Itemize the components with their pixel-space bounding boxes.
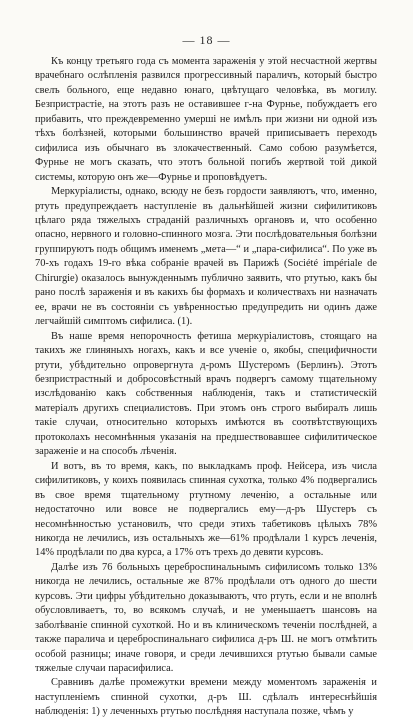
paragraph: И вотъ, въ то время, какъ, по выкладкамъ проф. Нейсера, изъ числа сифилитиковъ, у коихъ появилась спинная сухотка, только 4% подвергались въ свое время тщательному ртутному леченію, а остальные или недостаточно или вовсе не подвергались ему—д-ръ Шустеръ съ несомнѣнностью установилъ, что среди этихъ табетиковъ цѣлыхъ 78% никогда не лечились, изъ остальныхъ же—61% продѣлали 1 курсъ леченія, 14% продѣлали по два курса, а 17% отъ трехъ до девяти курсовъ. — [35, 460, 377, 559]
paragraph: Далѣе изъ 76 больныхъ цереброспинальнымъ сифилисомъ только 13% никогда не лечились, остальные же 87% продѣлали отъ одного до шести курсовъ. Эти цифры убѣдительно доказываютъ, что ртуть, если и не вполнѣ обусловливаетъ, то, во всякомъ случаѣ, и не уменьшаетъ шансовъ на заболѣваніе спинной сухоткой. Но и въ клиническомъ теченіи послѣдней, а также паралича и цереброспинальнаго сифилиса д-ръ Ш. не могъ отмѣтить особой разницы; иначе говоря, и среди лечившихся ртутью бывали самые тяжелые случаи парасифилиса. — [35, 561, 377, 675]
paragraph: Меркуріалисты, однако, всюду не безъ гордости заявляютъ, что, именно, ртуть предупреждаетъ наступленіе въ дальнѣйшей жизни сифилитиковъ цѣлаго ряда тяжелыхъ страданій различныхъ органовъ и, что особенно опасно, нервного и головно-спинного мозга. Эти послѣдовательныя болѣзни группируютъ подъ общимъ именемъ „мета—“ и „пара-сифилиса“. По уже въ 70-хъ годахъ 19-го вѣка собраніе врачей въ Парижѣ (Société impériale de Chirurgie) оказалось вынужденнымъ публично заявить, что ртутью, какъ бы рано послѣ зараженія и въ какихъ бы формахъ и количествахъ ни назначать ее, врачи не въ состояніи съ увѣренностью предупредить ни одинъ даже легчайшій симптомъ сифилиса. (1). — [35, 186, 377, 328]
page-number: — 18 — — [182, 33, 231, 47]
paragraph: Въ наше время непорочность фетиша меркуріалистовъ, стоящаго на такихъ же глиняныхъ ногахъ, какъ и все ученіе о, якобы, специфичности ртути, убѣдительно опровергнута д-ромъ Шустеромъ (Берлинъ). Этотъ безпристрастный и добросовѣстный врачъ подвергъ самому тщательному изслѣдованію какъ собственныя наблюденія, такъ и статистическій матеріалъ другихъ специалистовъ. При этомъ онъ строго выбиралъ лишь такіе случаи, относительно которыхъ имѣются въ соотвѣтствующихъ протоколахъ несомнѣнныя указанія на предшествовавшее сифилитическое зараженіе и на способъ лѣченія. — [35, 330, 377, 458]
paragraph: Къ концу третьяго года съ момента зараженія у этой несчастной жертвы врачебнаго ослѣпленія развился прогрессивный параличъ, который быстро свелъ больного, еще недавно юнаго, цвѣтущаго человѣка, въ могилу. Безпристрастіе, на этотъ разъ не оставившее г-на Фурнье, побуждаетъ его прибавить, что преждевременно умерші не имѣлъ при жизни ни одной изъ тѣхъ болѣзней, которыми большинство врачей приписываетъ переходъ сифилиса изъ обычнаго въ злокачественный. Само собою разумѣется, Фурнье не могъ сказать, что этотъ больной погибъ жертвой той дикой системы, которую онъ же—Фурнье и проповѣдуетъ. — [35, 56, 377, 183]
page-text — [35, 55, 377, 720]
paragraph: Сравнивъ далѣе промежутки времени между моментомъ зараженія и наступленіемъ спинной сухотки, д-ръ Ш. сдѣлалъ интереснѣйшія наблюденія: 1) у леченныхъ ртутью послѣдняя наступала позже, чѣмъ у — [35, 677, 377, 718]
